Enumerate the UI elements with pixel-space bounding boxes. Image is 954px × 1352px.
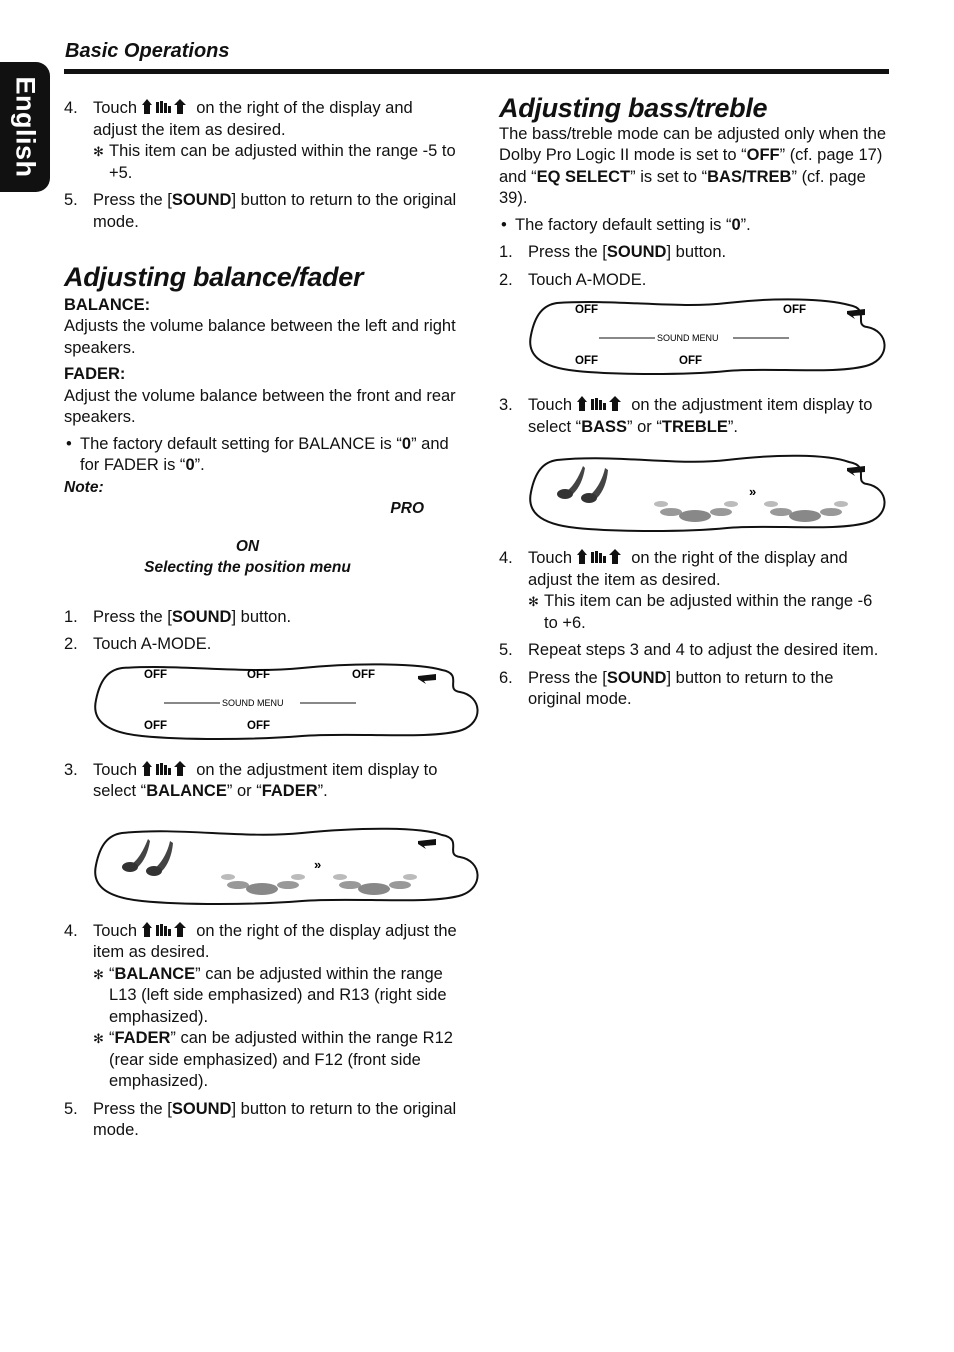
display-off-1[interactable]: OFF xyxy=(575,304,598,316)
display-off-4[interactable]: OFF xyxy=(144,719,167,732)
touch-arrows-icon xyxy=(577,396,627,412)
bass-step-4: 4. Touch on the right of the display and adjust the item as desired. ✻ This item can be adjusted within the range -6 to +6. xyxy=(499,548,889,634)
balance-fader-heading: Adjusting balance/fader xyxy=(64,262,364,292)
fader-label: FADER: xyxy=(64,365,126,383)
return-arrow-icon[interactable] xyxy=(418,839,436,849)
display-off-1[interactable]: OFF xyxy=(144,668,167,681)
fader-text: Adjust the volume balance between the front and rear speakers. xyxy=(64,386,456,426)
bass-step-3: 3. Touch on the adjustment item display to select “BASS” or “TREBLE”. xyxy=(499,396,873,436)
range-note: ✻ This item can be adjusted within the range -6 to +6. xyxy=(528,592,873,632)
display-off-2[interactable]: OFF xyxy=(783,304,806,316)
display-off-3[interactable]: OFF xyxy=(352,668,375,681)
touch-arrows-icon xyxy=(142,99,192,115)
top-step-5: 5. Press the [SOUND] button to return to the original mode. xyxy=(64,191,457,231)
balance-step-3: 3. Touch on the adjustment item display to select “BALANCE” or “FADER”. xyxy=(64,760,438,800)
default-bullet: • The factory default setting for BALANCE is “0” and for FADER is “0”. xyxy=(66,434,449,474)
bass-step-2: 2. Touch A-MODE. xyxy=(499,270,647,289)
display-sound-menu-label: SOUND MENU xyxy=(222,697,284,708)
top-step-4: 4. Touch on the right of the display and adjust the item as desired. ✻ This item can be adjusted within the range -5 to +5. xyxy=(64,98,459,184)
note-label: Note: xyxy=(64,478,104,496)
display-off-5[interactable]: OFF xyxy=(247,719,270,732)
double-chevron-icon[interactable]: » xyxy=(749,484,757,499)
music-notes-icon xyxy=(557,466,608,503)
language-tab xyxy=(0,62,50,192)
asterisk-icon: ✻ xyxy=(93,144,104,159)
bass-step-5: 5. Repeat steps 3 and 4 to adjust the desired item. xyxy=(499,641,879,659)
display-sound-menu-label: SOUND MENU xyxy=(657,333,719,343)
bass-step-6: 6. Press the [SOUND] button to return to the original mode. xyxy=(499,668,834,708)
adjustment-display xyxy=(92,825,482,907)
adjustment-display xyxy=(527,452,889,534)
return-arrow-icon[interactable] xyxy=(847,309,865,319)
default-bullet: • The factory default setting is “0”. xyxy=(501,215,751,234)
balance-step-1: 1. Press the [SOUND] button. xyxy=(64,607,292,626)
language-tab-label: English xyxy=(10,76,41,178)
display-off-2[interactable]: OFF xyxy=(247,668,270,681)
double-chevron-icon[interactable]: » xyxy=(314,856,322,872)
return-arrow-icon[interactable] xyxy=(847,466,865,476)
balance-label: BALANCE: xyxy=(64,295,151,314)
return-arrow-icon[interactable] xyxy=(418,674,436,684)
bass-step-1: 1. Press the [SOUND] button. xyxy=(499,243,727,261)
note-pro: PRO xyxy=(390,500,424,517)
header-rule xyxy=(64,69,889,74)
sound-menu-display xyxy=(527,297,889,377)
balance-text: Adjusts the volume balance between the left and right speakers. xyxy=(64,317,456,357)
left-column xyxy=(64,98,459,1148)
note-on: ON xyxy=(235,537,260,555)
balance-step-5: 5. Press the [SOUND] button to return to the original mode. xyxy=(64,1099,457,1139)
right-column xyxy=(499,93,889,717)
touch-arrows-icon xyxy=(142,922,192,938)
section-header: Basic Operations xyxy=(65,40,230,62)
asterisk-icon: ✻ xyxy=(93,966,104,982)
touch-arrows-icon xyxy=(577,549,627,565)
bass-treble-intro: The bass/treble mode can be adjusted only when the Dolby Pro Logic II mode is set to “OFF” (cf. page 17) and “EQ SELECT” is set to “BAS/TREB” (cf. page 39). xyxy=(499,124,887,207)
sound-menu-display xyxy=(92,662,482,742)
note-selecting: Selecting the position menu xyxy=(144,559,351,576)
display-off-3[interactable]: OFF xyxy=(575,355,598,367)
asterisk-icon: ✻ xyxy=(528,594,539,609)
balance-step-2: 2. Touch A-MODE. xyxy=(64,635,212,653)
bass-treble-heading: Adjusting bass/treble xyxy=(499,93,768,123)
music-notes-icon xyxy=(122,839,173,876)
balance-step-4: 4. Touch on the right of the display adjust the item as desired. ✻ “BALANCE” can be adjusted within the range L13 (left side emphasized) and R13 (right side emphasized). ✻ “FADER” can be adjusted within the range R12 (rear side emphasized) and F12 (front side emphasized). xyxy=(64,921,459,1093)
balance-range-note: ✻ “BALANCE” can be adjusted within the range L13 (left side emphasized) and R13 (right side emphasized). xyxy=(93,964,447,1026)
display-off-4[interactable]: OFF xyxy=(679,355,702,367)
range-note: ✻ This item can be adjusted within the range -5 to +5. xyxy=(93,142,456,182)
asterisk-icon: ✻ xyxy=(93,1031,104,1046)
touch-arrows-icon xyxy=(142,761,192,777)
fader-range-note: ✻ “FADER” can be adjusted within the range R12 (rear side emphasized) and F12 (front side emphasized). xyxy=(93,1029,453,1090)
